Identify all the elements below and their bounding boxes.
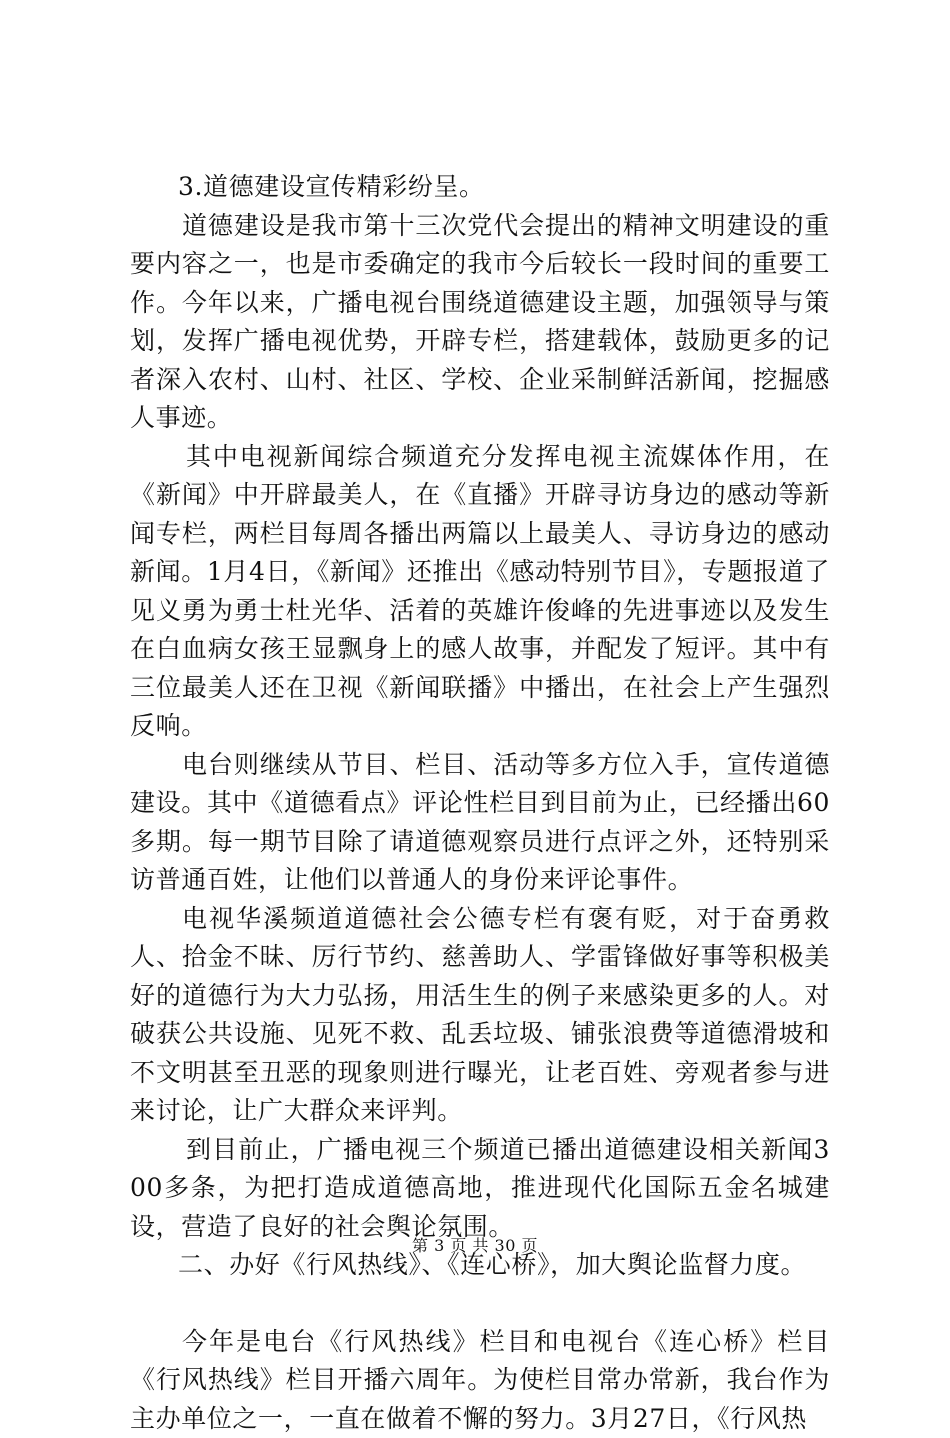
paragraph-summary-300: 到目前止，广播电视三个频道已播出道德建设相关新闻300多条，为把打造成道德高地，推进现代化国际五金名城建设，营造了良好的社会舆论氛围。 <box>130 1131 830 1247</box>
paragraph-radio-station: 电台则继续从节目、栏目、活动等多方位入手，宣传道德建设。其中《道德看点》评论性栏目到目前为止，已经播出60多期。每一期节目除了请道德观察员进行点评之外，还特别采访普通百姓，让他们以普通人的身份来评论事件。 <box>130 746 830 900</box>
paragraph-huaxi-channel: 电视华溪频道道德社会公德专栏有褒有贬，对于奋勇救人、拾金不昧、厉行节约、慈善助人、学雷锋做好事等积极美好的道德行为大力弘扬，用活生生的例子来感染更多的人。对破获公共设施、见死不救、乱丢垃圾、铺张浪费等道德滑坡和不文明甚至丑恶的现象则进行曝光，让老百姓、旁观者参与进来讨论，让广大群众来评判。 <box>130 900 830 1131</box>
paragraph-tv-news-channel: 其中电视新闻综合频道充分发挥电视主流媒体作用，在《新闻》中开辟最美人，在《直播》开辟寻访身边的感动等新闻专栏，两栏目每周各播出两篇以上最美人、寻访身边的感动新闻。1月4日，《新闻》还推出《感动特别节目》，专题报道了见义勇为勇士杜光华、活着的英雄许俊峰的先进事迹以及发生在白血病女孩王显飘身上的感人故事，并配发了短评。其中有三位最美人还在卫视《新闻联播》中播出，在社会上产生强烈反响。 <box>130 438 830 746</box>
page-number-footer: 第 3 页 共 30 页 <box>0 1236 950 1256</box>
section-heading-2: 二、办好《行风热线》、《连心桥》，加大舆论监督力度。 <box>130 1246 830 1285</box>
paragraph-moral-construction-intro: 道德建设是我市第十三次党代会提出的精神文明建设的重要内容之一，也是市委确定的我市今后较长一段时间的重要工作。今年以来，广播电视台围绕道德建设主题，加强领导与策划，发挥广播电视优势，开辟专栏，搭建载体，鼓励更多的记者深入农村、山村、社区、学校、企业采制鲜活新闻，挖掘感人事迹。 <box>130 207 830 438</box>
paragraph-hotline-anniversary: 今年是电台《行风热线》栏目和电视台《连心桥》栏目《行风热线》栏目开播六周年。为使栏目常办常新，我台作为主办单位之一，一直在做着不懈的努力。3月27日，《行风热 <box>130 1323 830 1438</box>
section-heading-3: 3.道德建设宣传精彩纷呈。 <box>130 168 830 207</box>
